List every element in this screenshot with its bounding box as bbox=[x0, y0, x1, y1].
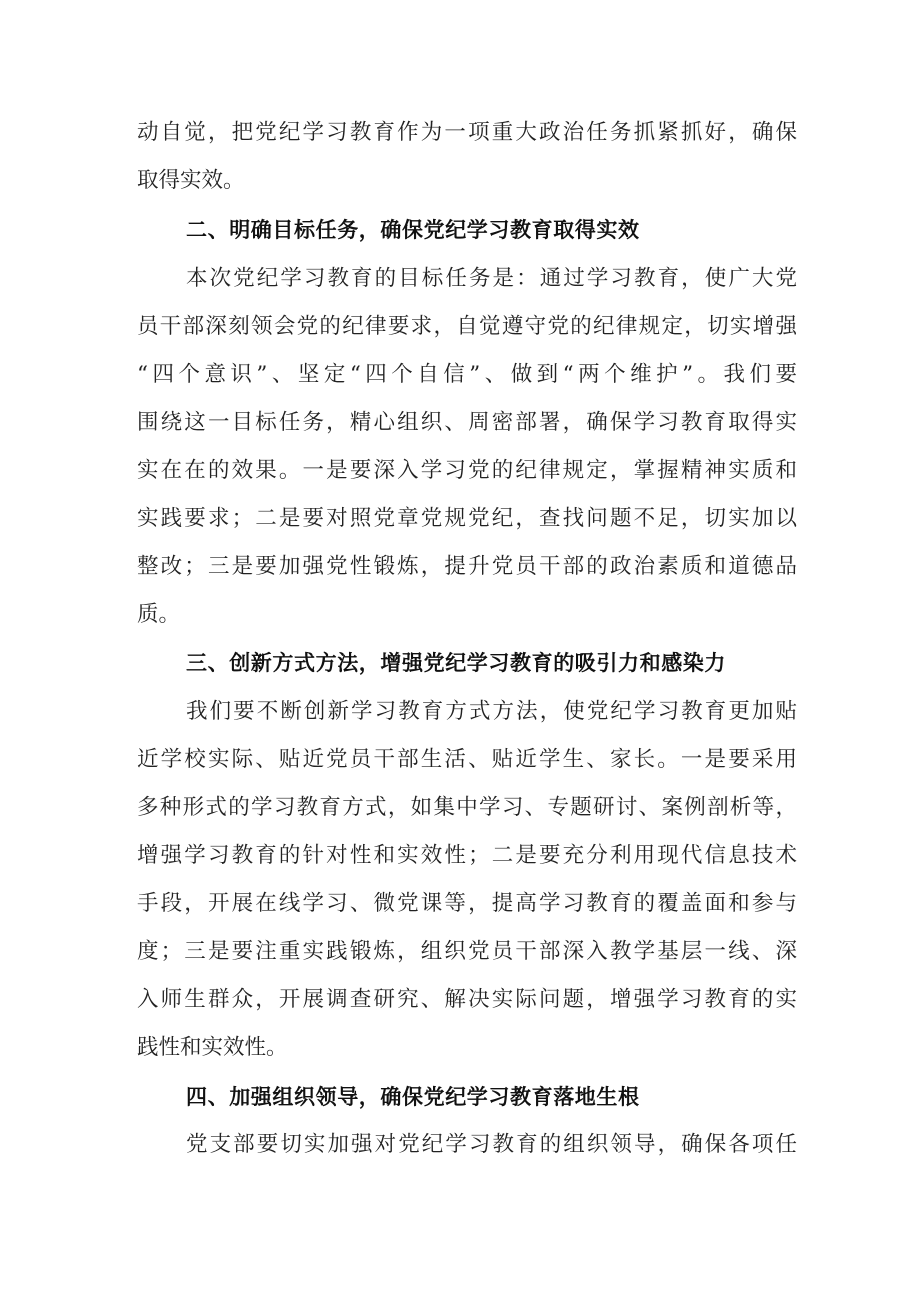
paragraph-line: 质。 bbox=[137, 602, 181, 627]
paragraph-line: 取得实效。 bbox=[137, 168, 245, 193]
paragraph-line: 整改；三是要加强党性锻炼，提升党员干部的政治素质和道德品 bbox=[137, 554, 797, 579]
paragraph-line: 多种形式的学习教育方式，如集中学习、专题研讨、案例剖析等， bbox=[137, 795, 797, 820]
paragraph-line: 近学校实际、贴近党员干部生活、贴近学生、家长。一是要采用 bbox=[137, 747, 797, 772]
paragraph-line: 动自觉，把党纪学习教育作为一项重大政治任务抓紧抓好，确保 bbox=[137, 120, 797, 145]
section-heading: 三、创新方式方法，增强党纪学习教育的吸引力和感染力 bbox=[186, 651, 726, 675]
paragraph-line: 增强学习教育的针对性和实效性；二是要充分利用现代信息技术 bbox=[137, 843, 797, 868]
section-heading: 二、明确目标任务，确保党纪学习教育取得实效 bbox=[186, 218, 640, 242]
paragraph-line: 实在在的效果。一是要深入学习党的纪律规定，掌握精神实质和 bbox=[137, 458, 797, 483]
paragraph-line: 入师生群众，开展调查研究、解决实际问题，增强学习教育的实 bbox=[137, 987, 797, 1012]
paragraph-line: 践性和实效性。 bbox=[137, 1035, 288, 1060]
paragraph-line: 我们要不断创新学习教育方式方法，使党纪学习教育更加贴 bbox=[186, 699, 797, 724]
paragraph-line: 实践要求；二是要对照党章党规党纪，查找问题不足，切实加以 bbox=[137, 506, 797, 531]
paragraph-line: “四个意识”、坚定“四个自信”、做到“两个维护”。我们要 bbox=[137, 362, 797, 387]
paragraph-line: 度；三是要注重实践锻炼，组织党员干部深入教学基层一线、深 bbox=[137, 939, 797, 964]
paragraph-line: 党支部要切实加强对党纪学习教育的组织领导，确保各项任 bbox=[186, 1132, 797, 1157]
paragraph-line: 本次党纪学习教育的目标任务是：通过学习教育，使广大党 bbox=[186, 266, 797, 291]
paragraph-line: 员干部深刻领会党的纪律要求，自觉遵守党的纪律规定，切实增强 bbox=[137, 314, 797, 339]
section-heading: 四、加强组织领导，确保党纪学习教育落地生根 bbox=[186, 1085, 640, 1109]
paragraph-line: 手段，开展在线学习、微党课等，提高学习教育的覆盖面和参与 bbox=[137, 891, 797, 916]
paragraph-line: 围绕这一目标任务，精心组织、周密部署，确保学习教育取得实 bbox=[137, 410, 797, 435]
